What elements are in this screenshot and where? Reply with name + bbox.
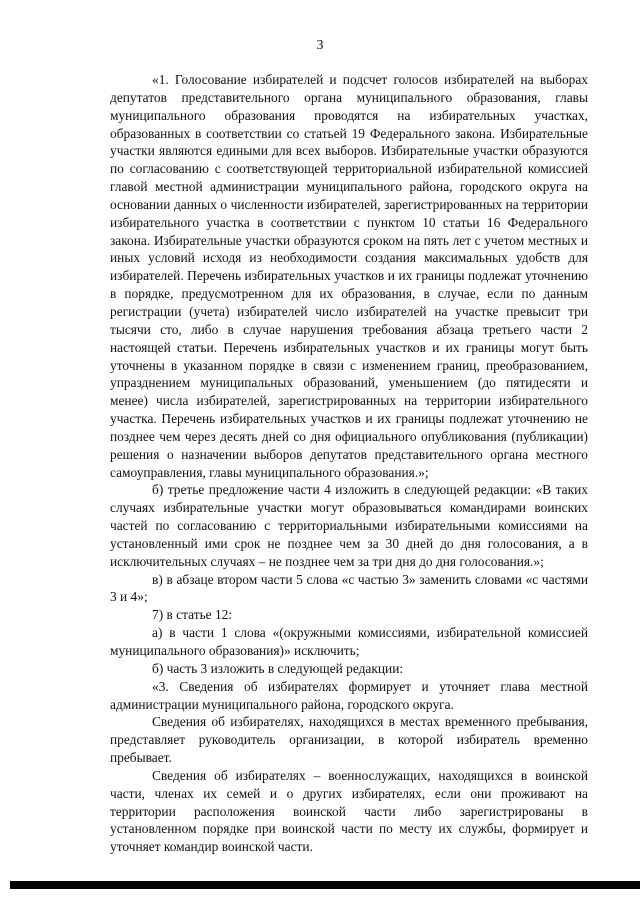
bottom-border-rule: [10, 881, 640, 889]
paragraph-part-5-amendment: в) в абзаце втором части 5 слова «с частью 3» заменить словами «с частями 3 и 4»;: [110, 571, 588, 605]
paragraph-voter-data-head: «3. Сведения об избирателях формирует и уточняет глава местной администрации муниципального района, городского округа.: [110, 678, 588, 712]
paragraph-article-12-part-3-intro: б) часть 3 изложить в следующей редакции:: [152, 660, 404, 676]
document-body: [110, 71, 588, 856]
paragraph-article-12-part-1: а) в части 1 слова «(окружными комиссиями, избирательной комиссией муниципального образования)» исключить;: [110, 625, 588, 658]
paragraph-polling-stations: «1. Голосование избирателей и подсчет голосов избирателей на выборах депутатов представительного органа муниципального образования, главы муниципального образования проводятся на избирательных участках, образованных в соответствии со статьей 19 Федерального закона. Избирательные участки являются едиными для всех выборов. Избирательные участки образуются по согласованию с соответствующей территориальной избирательной комиссией главой местной администрации муниципального района, городского округа на основании данных о численности избирателей, зарегистрированных на территории избирательного участка в соответствии с пунктом 10 статьи 16 Федерального закона. Избирательные участки образуются сроком на пять лет с учетом местных и иных условий исходя из необходимости создания максимальных удобств для избирателей. Перечень избирательных участков и их границы подлежат уточнению в порядке, предусмотренном для их образования, в случае, если по данным регистрации (учета) избирателей число избирателей на участке превысит три тысячи сто, либо в случае нарушения требования абзаца третьего части 2 настоящей статьи. Перечень избирательных участков и их границы могут быть уточнены в указанном порядке в связи с изменением границ, преобразованием, упразднением муниципальных образований, уменьшением (до пятидесяти и менее) числа избирателей, зарегистрированных на территории избирательного участка. Перечень избирательных участков и их границы подлежат уточнению не позднее чем через десять дней со дня официального опубликования (публикации) решения о назначении выборов депутатов представительного органа местного самоуправления, главы муниципального образования.»;: [110, 72, 588, 480]
page-number: 3: [316, 38, 324, 53]
paragraph-part-4-amendment: б) третье предложение части 4 изложить в следующей редакции: «В таких случаях избирательные участки могут образовываться командирами воинских частей по согласованию с территориальными избирательными комиссиями на установленный ими срок не позднее чем за 30 дней до дня голосования, а в исключительных случаях – не позднее чем за три дня до дня голосования.»;: [110, 482, 588, 569]
paragraph-temporary-stay: Сведения об избирателях, находящихся в местах временного пребывания, представляет руководитель организации, в которой избиратель временно пребывает.: [110, 714, 588, 766]
paragraph-military-voters: Сведения об избирателях – военнослужащих, находящихся в воинской части, членах их семей и о других избирателях, если они проживают на территории расположения воинской части либо зарегистрированы в установленном порядке при воинской части по месту их службы, формирует и уточняет командир воинской части.: [110, 767, 588, 855]
paragraph-article-12-heading: 7) в статье 12:: [152, 607, 233, 623]
